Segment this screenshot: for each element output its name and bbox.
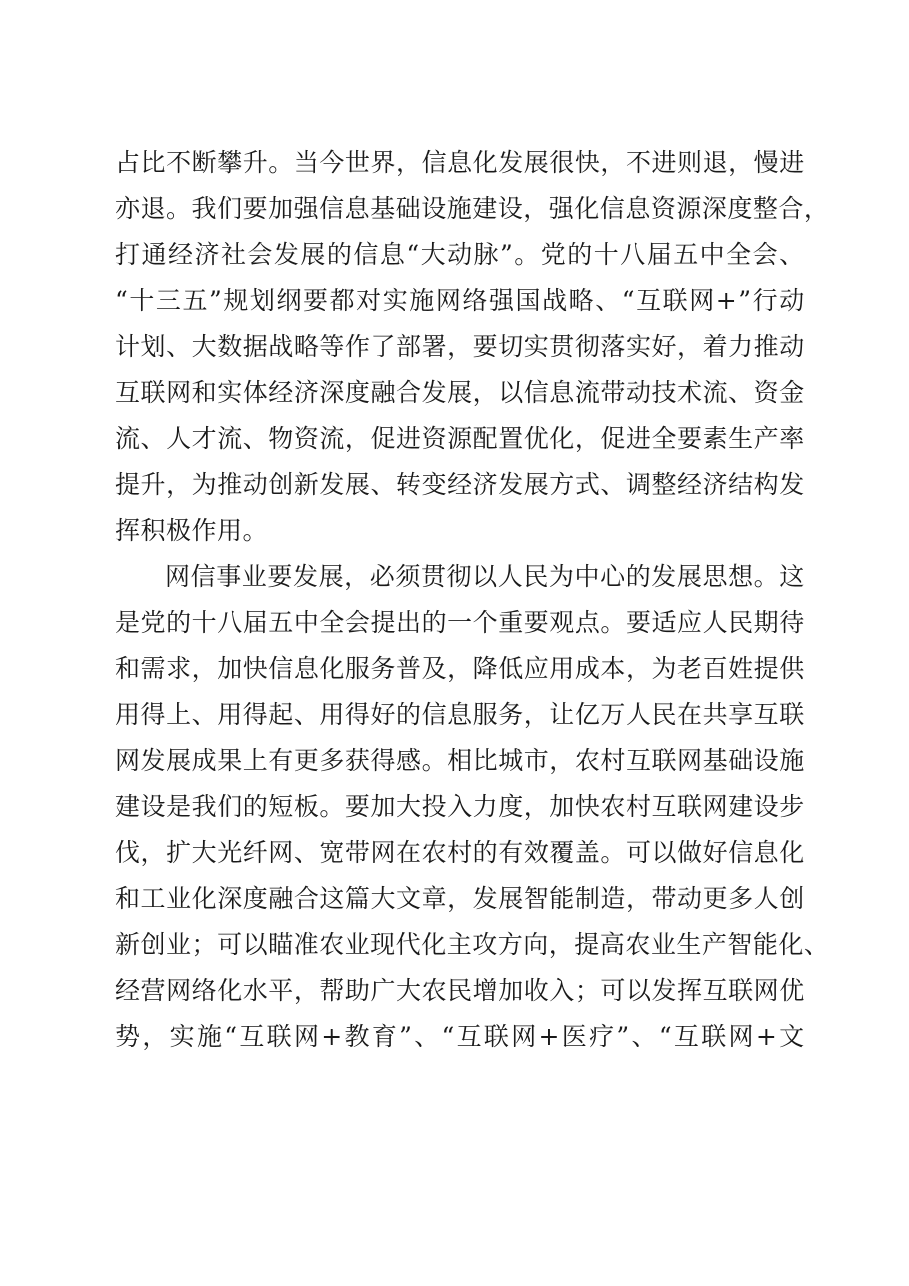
text-line: 计 划 、 大 数 据 战 略 等 作 了 部 署 ， 要 切 实 贯 彻 落 实 好 ， 着 力 推 动 xyxy=(115,332,805,361)
text-line: 挥积极作用。 xyxy=(115,516,269,545)
text-line: 占 比 不 断 攀 升 。 当 今 世 界 ， 信 息 化 发 展 很 快 ， 不 进 则 退 ， 慢 进 xyxy=(115,148,805,177)
text-line: 用 得 上 、 用 得 起 、 用 得 好 的 信 息 服 务 ， 让 亿 万 人 民 在 共 享 互 联 xyxy=(115,700,805,729)
text-line: 和 需 求 ， 加 快 信 息 化 服 务 普 及 ， 降 低 应 用 成 本 ， 为 老 百 姓 提 供 xyxy=(115,654,805,683)
body-text xyxy=(115,140,830,1060)
text-line: 网 发 展 成 果 上 有 更 多 获 得 感 。 相 比 城 市 ， 农 村 互 联 网 基 础 设 施 xyxy=(115,746,805,775)
text-line: 流 、 人 才 流 、 物 资 流 ， 促 进 资 源 配 置 优 化 ， 促 进 全 要 素 生 产 率 xyxy=(115,424,805,453)
text-line: 新 创 业 ； 可 以 瞄 准 农 业 现 代 化 主 攻 方 向 ， 提 高 农 业 生 产 智 能 化 、 xyxy=(115,930,830,959)
text-line: “ 十 三 五 ” 规 划 纲 要 都 对 实 施 网 络 强 国 战 略 、 “ 互 联 网 + ” 行 动 xyxy=(115,286,805,315)
text-line: 势 ， 实 施 “ 互 联 网 + 教 育 ” 、 “ 互 联 网 + 医 疗 ” 、 “ 互 联 网 + 文 xyxy=(115,1022,805,1051)
text-line: 亦 退 。 我 们 要 加 强 信 息 基 础 设 施 建 设 ， 强 化 信 息 资 源 深 度 整 合 ， xyxy=(115,194,830,223)
text-line: 互 联 网 和 实 体 经 济 深 度 融 合 发 展 ， 以 信 息 流 带 动 技 术 流 、 资 金 xyxy=(115,378,805,407)
text-line: 提 升 ， 为 推 动 创 新 发 展 、 转 变 经 济 发 展 方 式 、 调 整 经 济 结 构 发 xyxy=(115,470,805,499)
text-line: 是 党 的 十 八 届 五 中 全 会 提 出 的 一 个 重 要 观 点 。 要 适 应 人 民 期 待 xyxy=(115,608,805,637)
paragraph-2 xyxy=(115,554,830,1060)
text-line: 伐 ， 扩 大 光 纤 网 、 宽 带 网 在 农 村 的 有 效 覆 盖 。 可 以 做 好 信 息 化 xyxy=(115,838,805,867)
paragraph-1 xyxy=(115,140,830,554)
text-line: 和 工 业 化 深 度 融 合 这 篇 大 文 章 ， 发 展 智 能 制 造 ， 带 动 更 多 人 创 xyxy=(115,884,805,913)
text-line: 打 通 经 济 社 会 发 展 的 信 息 “ 大 动 脉 ” 。 党 的 十 八 届 五 中 全 会 、 xyxy=(115,240,805,269)
text-line: 网 信 事 业 要 发 展 ， 必 须 贯 彻 以 人 民 为 中 心 的 发 展 思 想 。 这 xyxy=(165,562,805,591)
text-line: 经 营 网 络 化 水 平 ， 帮 助 广 大 农 民 增 加 收 入 ； 可 以 发 挥 互 联 网 优 xyxy=(115,976,805,1005)
text-line: 建 设 是 我 们 的 短 板 。 要 加 大 投 入 力 度 ， 加 快 农 村 互 联 网 建 设 步 xyxy=(115,792,805,821)
